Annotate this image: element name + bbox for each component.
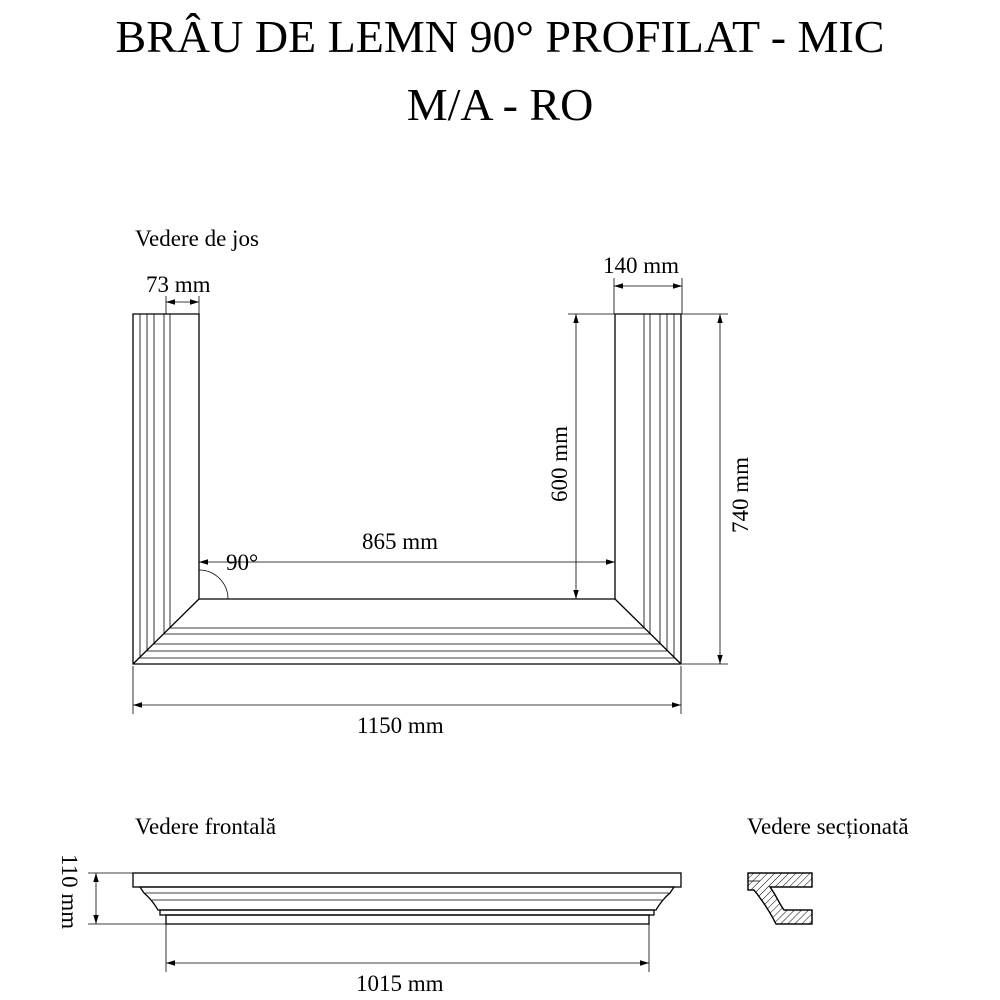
- mitre-right: [615, 599, 681, 664]
- bottom-view-label: Vedere de jos: [135, 226, 259, 251]
- dim-73-label: 73 mm: [146, 272, 211, 297]
- frame-outline: [133, 314, 681, 664]
- dim-73: [146, 272, 211, 314]
- dim-600-label: 600 mm: [547, 425, 572, 502]
- profile-line-3: [154, 314, 660, 644]
- angle-arc: [199, 570, 228, 599]
- bottom-view-frame: [133, 314, 681, 664]
- front-fillet: [160, 910, 654, 915]
- front-cove: [140, 887, 674, 910]
- dim-865-label: 865 mm: [362, 529, 439, 554]
- dim-740: [682, 314, 753, 664]
- dim-1150: [133, 666, 681, 738]
- drawing-title-line-2: M/A - RO: [406, 79, 594, 130]
- dim-600: [547, 314, 614, 599]
- angle-label: 90°: [226, 550, 259, 575]
- dim-110: [57, 854, 166, 929]
- profile-line-1: [140, 314, 674, 658]
- profile-line-4: [164, 314, 650, 634]
- drawing-title-line-1: BRÂU DE LEMN 90° PROFILAT - MIC: [115, 11, 885, 62]
- section-view-label: Vedere secționată: [747, 814, 909, 839]
- front-top-band: [133, 873, 681, 887]
- profile-line-2: [147, 314, 667, 651]
- front-view-profile: [133, 873, 681, 924]
- dim-1150-label: 1150 mm: [357, 713, 444, 738]
- dim-110-label: 110 mm: [57, 854, 82, 930]
- front-bottom-band: [166, 915, 649, 924]
- section-view-profile: [748, 873, 812, 924]
- dim-740-label: 740 mm: [728, 456, 753, 533]
- dim-1015: [166, 924, 649, 996]
- dim-865: [199, 529, 615, 575]
- front-view-label: Vedere frontală: [135, 814, 277, 839]
- dim-140: [603, 253, 682, 314]
- dim-140-label: 140 mm: [603, 253, 680, 278]
- mitre-left: [133, 599, 199, 664]
- dim-1015-label: 1015 mm: [356, 971, 444, 996]
